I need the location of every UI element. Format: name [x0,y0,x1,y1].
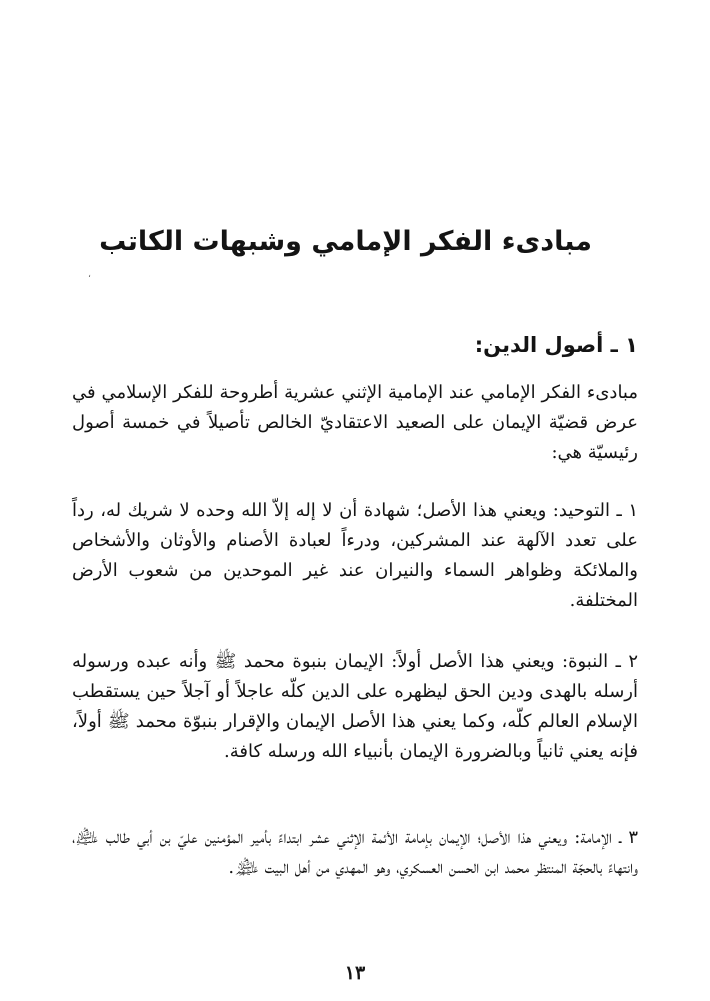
principle-tawhid-paragraph: ١ ـ التوحيد: ويعني هذا الأصل؛ شهادة أن لا إله إلاّ الله وحده لا شريك له، رداً على تعدد الآلهة عند المشركين، ودرءاً لعبادة الأصنام والأوثان والأشخاص والملائكة وظواهر السماء والنيران عند غير الموحدين من شعوب الأرض المختلفة. [72,500,638,611]
principle-nubuwwa-paragraph: ٢ ـ النبوة: ويعني هذا الأصل أولاً: الإيمان بنبوة محمد ﷺ وأنه عبده ورسوله أرسله بالهدى ودين الحق ليظهره على الدين كلّه عاجلاً أو آجلاً حين يستقطب الإسلام العالم كلّه، وكما يعني هذا الأصل الإيمان والإقرار بنبوّة محمد ﷺ أولاً، فإنه يعني ثانياً وبالضرورة الإيمان بأنبياء الله ورسله كافة. [72,651,638,762]
section-heading: ١ ـ أصول الدين: [474,333,638,357]
intro-paragraph: مبادىء الفكر الإمامي عند الإمامية الإثني عشرية أطروحة للفكر الإسلامي في عرض قضيّة الإيمان على الصعيد الاعتقاديّ الخالص تأصيلاً في خمسة أصول رئيسيّة هي: [72,382,638,463]
principle-imama-paragraph: ٣ ـ الإمامة: ويعني هذا الأصل؛ الإيمان بإمامة الأئمة الإثني عشر ابتداءً بأمير المؤمنين عليّ بن أبي طالب ﵇، وانتهاءً بالحجّة المنتظر محمد ابن الحسن العسكري، وهو المهدي من أهل البيت ﵈. [72,827,638,878]
chapter-title: مبادىء الفكر الإمامي وشبهات الكاتب [99,226,592,257]
stray-mark: ، [88,270,91,280]
page-number: ١٣ [344,962,366,984]
